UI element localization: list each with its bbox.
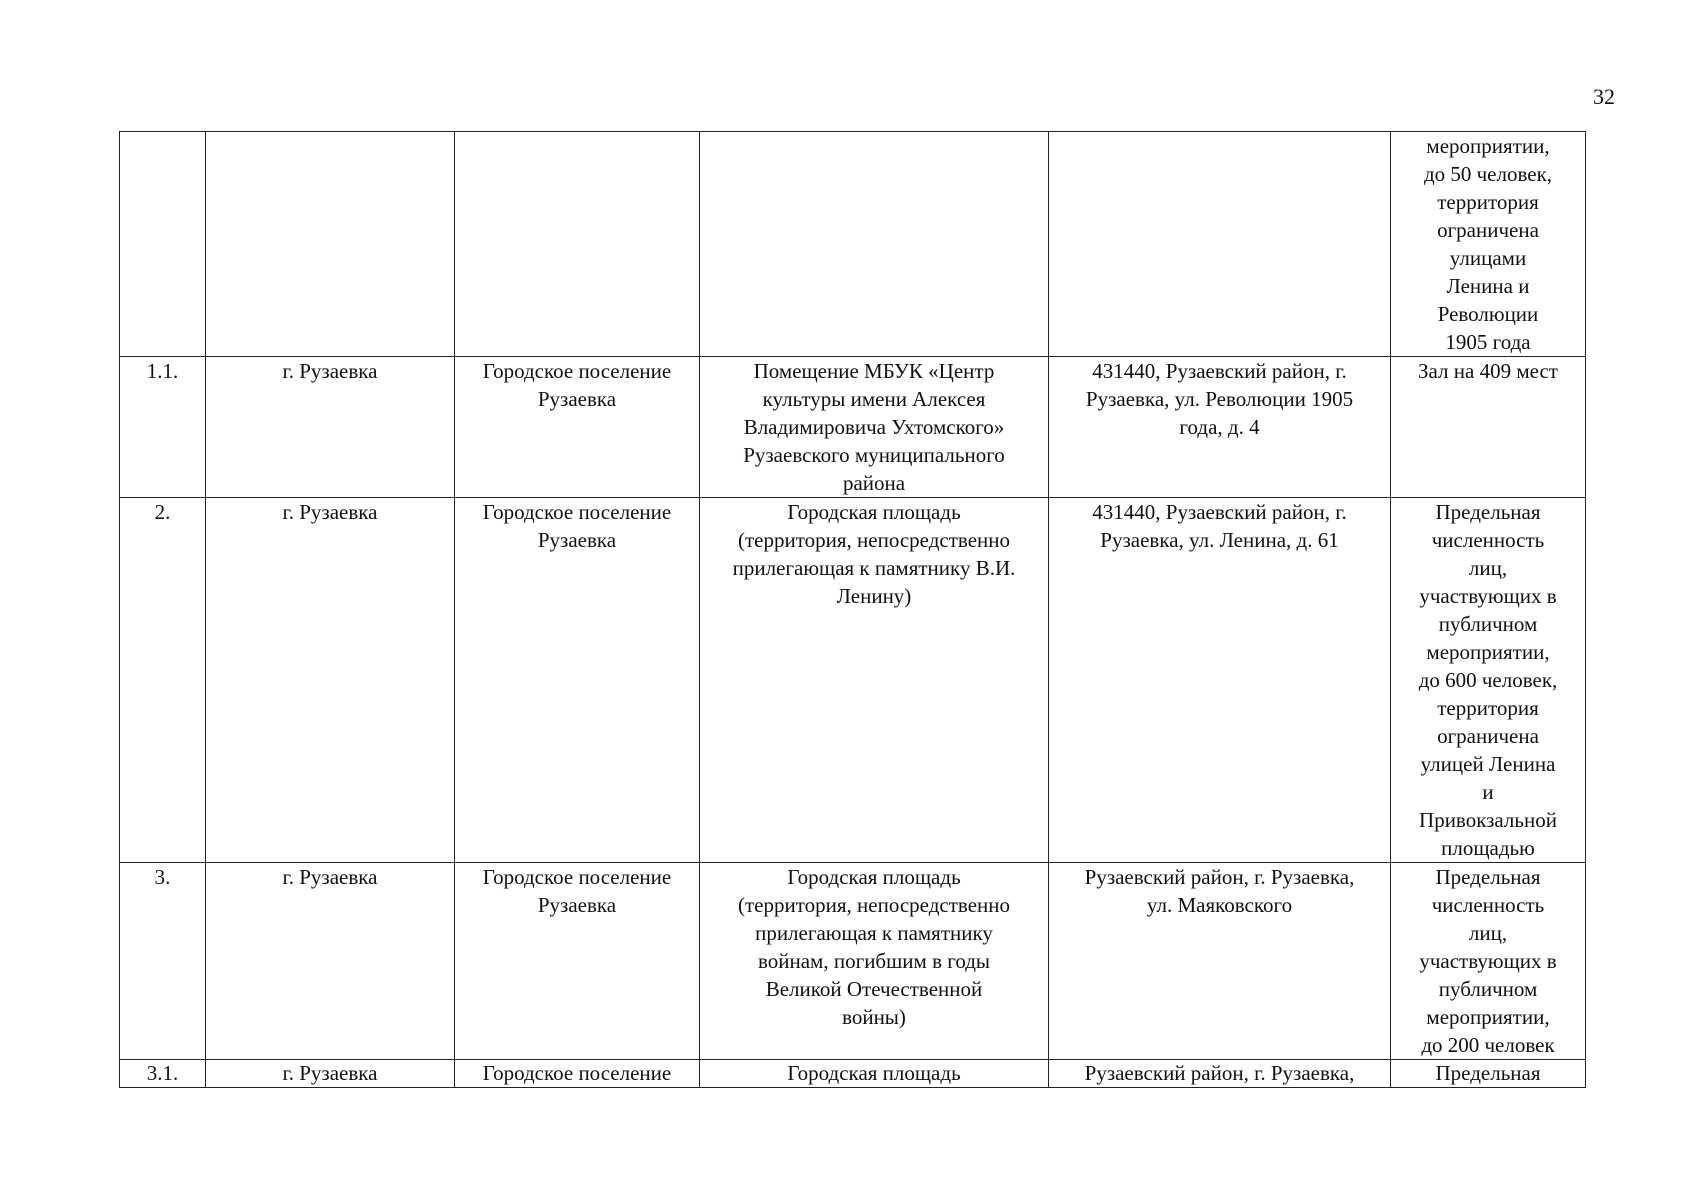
row-number-cell (120, 132, 206, 357)
capacity-cell: Предельная (1391, 1060, 1586, 1088)
place-cell: Помещение МБУК «Центр культуры имени Алексея Владимировича Ухтомского» Рузаевского муниципального района (700, 357, 1049, 498)
place-cell: Городская площадь (700, 1060, 1049, 1088)
settlement-cell (455, 132, 700, 357)
city-cell: г. Рузаевка (206, 863, 455, 1060)
settlement-cell: Городское поселение (455, 1060, 700, 1088)
page-number: 32 (1593, 84, 1615, 109)
capacity-cell: Предельная численность лиц, участвующих в публичном мероприятии, до 200 человек (1391, 863, 1586, 1060)
table-row (120, 498, 1586, 863)
place-cell: Городская площадь (территория, непосредственно прилегающая к памятнику В.И. Ленину) (700, 498, 1049, 863)
city-cell: г. Рузаевка (206, 498, 455, 863)
city-cell: г. Рузаевка (206, 1060, 455, 1088)
capacity-cell: Зал на 409 мест (1391, 357, 1586, 498)
table-row (120, 132, 1586, 357)
row-number-cell: 3. (120, 863, 206, 1060)
row-number-cell: 3.1. (120, 1060, 206, 1088)
row-number-cell: 1.1. (120, 357, 206, 498)
city-cell (206, 132, 455, 357)
address-cell: Рузаевский район, г. Рузаевка, (1049, 1060, 1391, 1088)
table-row (120, 863, 1586, 1060)
address-cell: 431440, Рузаевский район, г. Рузаевка, ул. Ленина, д. 61 (1049, 498, 1391, 863)
settlement-cell: Городское поселение Рузаевка (455, 357, 700, 498)
city-cell: г. Рузаевка (206, 357, 455, 498)
address-cell (1049, 132, 1391, 357)
place-cell: Городская площадь (территория, непосредственно прилегающая к памятнику войнам, погибшим в годы Великой Отечественной войны) (700, 863, 1049, 1060)
address-cell: Рузаевский район, г. Рузаевка, ул. Маяковского (1049, 863, 1391, 1060)
address-cell: 431440, Рузаевский район, г. Рузаевка, ул. Революции 1905 года, д. 4 (1049, 357, 1391, 498)
table-row (120, 1060, 1586, 1088)
place-cell (700, 132, 1049, 357)
row-number-cell: 2. (120, 498, 206, 863)
settlement-cell: Городское поселение Рузаевка (455, 498, 700, 863)
venues-table (119, 131, 1586, 1088)
capacity-cell: Предельная численность лиц, участвующих в публичном мероприятии, до 600 человек, территория ограничена улицей Ленина и Привокзальной площадью (1391, 498, 1586, 863)
settlement-cell: Городское поселение Рузаевка (455, 863, 700, 1060)
capacity-cell: мероприятии, до 50 человек, территория ограничена улицами Ленина и Революции 1905 года (1391, 132, 1586, 357)
table-row (120, 357, 1586, 498)
